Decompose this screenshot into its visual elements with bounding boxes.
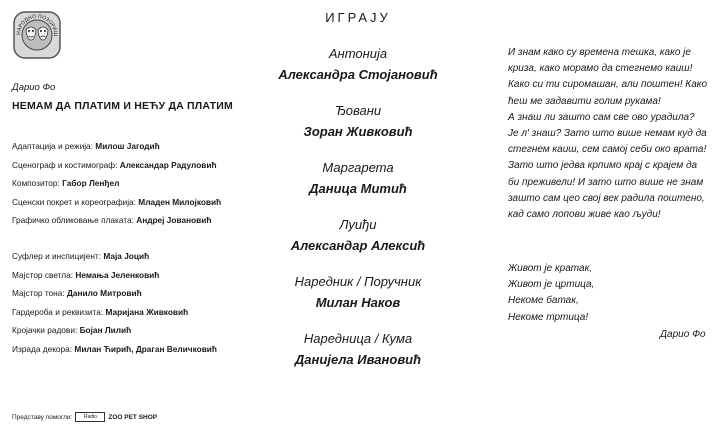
credit-row xyxy=(12,266,262,285)
theatre-logo xyxy=(12,10,62,60)
credits-group-1 xyxy=(12,137,262,230)
credit-value: Маја Јоцић xyxy=(103,251,150,261)
credit-value: Младен Милојковић xyxy=(138,196,222,207)
poem-line: Некоме тртица! xyxy=(508,311,589,323)
cast-role: Ђовани xyxy=(334,103,382,118)
quote-line: ћеш ме задавити голим рукама! xyxy=(508,95,661,107)
cast-actor: Милан Наков xyxy=(315,295,401,310)
cast-item xyxy=(248,325,468,382)
credit-value: Данило Митровић xyxy=(67,288,142,298)
credit-row xyxy=(12,303,262,322)
credit-label: Композитор: xyxy=(12,178,60,188)
poem-line: Живот је цртица, xyxy=(508,279,595,291)
poem-line: Живот је кратак, xyxy=(508,263,593,274)
credit-row xyxy=(12,174,262,193)
credit-label: Мајстор тона: xyxy=(12,288,65,298)
cast-item xyxy=(248,97,468,154)
cast-role: Наредник / Поручник xyxy=(294,274,422,289)
cast-item xyxy=(248,211,468,268)
credit-label: Гардероба и реквизита: xyxy=(12,306,104,317)
credit-row xyxy=(12,340,262,359)
credit-label: Кројачки радови: xyxy=(12,325,78,335)
credit-value: Андреј Јовановић xyxy=(136,215,212,225)
cast-role: Маргарета xyxy=(322,160,394,175)
quote-line: кад само лопови живе као људи! xyxy=(508,209,661,221)
sponsor-line xyxy=(12,412,157,422)
cast-item xyxy=(248,154,468,211)
quote-line: Је л' знаш? Зато што више немам куд да xyxy=(508,128,707,140)
credit-label: Графичко обликовање плаката: xyxy=(12,215,134,225)
credit-value: Габор Ленђел xyxy=(62,178,120,188)
credit-value: Милан Ћирић, Драган Величковић xyxy=(74,343,217,354)
credit-label: Суфлер и инспицијент: xyxy=(12,251,102,261)
quote-line: криза, како морамо да стегнемо каиш! xyxy=(508,63,693,75)
poem-block xyxy=(508,261,711,326)
credit-value: Маријана Живковић xyxy=(105,306,189,317)
cast-actor: Зоран Живковић xyxy=(303,124,413,139)
cast-actor: Даница Митић xyxy=(309,181,407,196)
cast-actor: Александра Стојановић xyxy=(278,67,438,82)
svg-text:НАРОДНО ПОЗОРИШТЕ ПИРОТ: НАРОДНО ПОЗОРИШ xyxy=(15,13,59,37)
credit-value: Милош Јагодић xyxy=(95,141,160,151)
cast-actor: Данијела Ивановић xyxy=(294,352,422,367)
credit-label: Сценски покрет и кореографија: xyxy=(12,196,136,207)
quote-line: Како си ти сиромашан, али поштен! Како xyxy=(508,79,708,91)
author: Дарио Фо xyxy=(12,82,56,93)
credit-label: Мајстор светла: xyxy=(12,269,74,280)
sponsor-label: Представу помогли: xyxy=(12,413,73,421)
credit-label: Израда декора: xyxy=(12,343,73,354)
credit-row xyxy=(12,156,262,175)
quote-line: И знам како су времена тешка, како је xyxy=(508,47,691,58)
cast-role: Антонија xyxy=(328,46,388,61)
credit-row xyxy=(12,247,262,266)
cast-item xyxy=(248,40,468,97)
credit-value: Александар Радуловић xyxy=(119,159,217,170)
credit-value: Немања Јеленковић xyxy=(75,269,160,280)
quote-line: зашто сам цео свој век радила поштено, xyxy=(508,192,705,204)
credit-row xyxy=(12,284,262,303)
credit-row xyxy=(12,211,262,230)
sponsor-name: ZOO PET SHOP xyxy=(108,413,158,421)
cast-role: Луиђи xyxy=(339,217,377,232)
poem-signature: Дарио Фо xyxy=(660,329,706,340)
quote-line: Зато што једва крпимо крај с крајем да xyxy=(508,160,698,172)
theatre-masks-icon xyxy=(12,10,62,60)
quote-line: А знаш ли зашто сам све ово урадила? xyxy=(508,111,695,123)
quote-line: би преживели! И зато што више не знам xyxy=(508,176,704,188)
credit-value: Бојан Лилић xyxy=(79,325,132,335)
credit-row xyxy=(12,137,262,156)
credit-label: Сценограф и костимограф: xyxy=(12,159,118,170)
play-title: НЕМАМ ДА ПЛАТИМ И НЕЋУ ДА ПЛАТИМ xyxy=(12,100,233,112)
cast-list xyxy=(248,40,468,382)
cast-item xyxy=(248,268,468,325)
credit-label: Адаптација и режија: xyxy=(12,141,93,151)
cast-actor: Александар Алексић xyxy=(290,238,426,253)
quote-line: стегнем каиш, сем самој себи око врата! xyxy=(508,144,707,156)
credits-group-2 xyxy=(12,247,262,358)
poem-line: Некоме батак, xyxy=(508,295,579,307)
cast-role: Наредница / Кума xyxy=(303,331,413,346)
sponsor-radio-logo: Radio xyxy=(75,412,105,422)
credit-row xyxy=(12,321,262,340)
quote-block xyxy=(508,45,711,223)
cast-heading: ИГРАЈУ xyxy=(325,10,391,25)
credit-row xyxy=(12,193,262,212)
